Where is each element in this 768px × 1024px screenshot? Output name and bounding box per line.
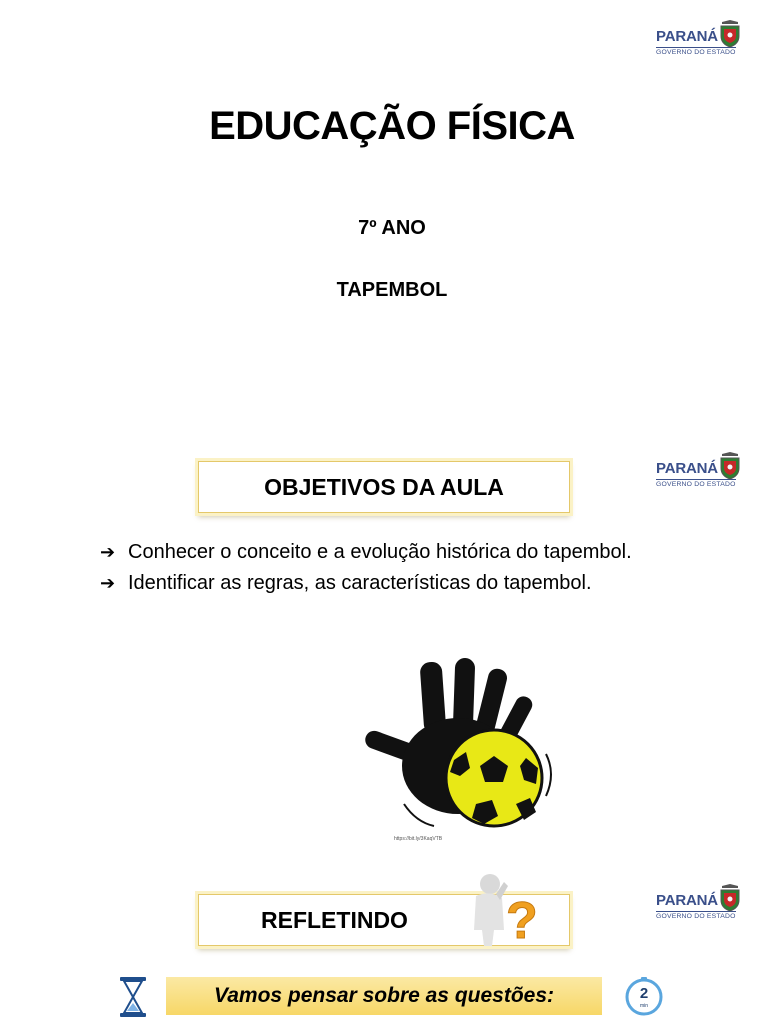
logo-wordmark: PARANÁ	[656, 28, 718, 45]
list-item	[100, 569, 678, 598]
logo-subtitle: GOVERNO DO ESTADO	[656, 49, 736, 56]
parana-logo	[656, 452, 748, 492]
parana-logo	[656, 884, 748, 924]
page-title: EDUCAÇÃO FÍSICA	[209, 104, 575, 148]
timer-badge	[624, 976, 664, 1016]
objective-text: Identificar as regras, as características do tapembol.	[128, 572, 592, 594]
hand-and-ball-illustration	[356, 654, 566, 834]
coat-of-arms-icon	[718, 884, 742, 912]
hourglass-icon	[118, 976, 148, 1018]
list-item	[100, 538, 678, 567]
objectives-slide	[0, 430, 768, 860]
grade-label: 7º ANO	[358, 217, 426, 239]
title-slide	[0, 0, 768, 430]
coat-of-arms-icon	[718, 20, 742, 48]
objectives-banner: OBJETIVOS DA AULA	[198, 461, 570, 513]
arrow-right-icon: ➔	[100, 542, 116, 562]
reflection-slide	[0, 860, 768, 1024]
topic-label: TAPEMBOL	[336, 279, 448, 301]
question-prompt-bar: Vamos pensar sobre as questões:	[166, 977, 602, 1015]
logo-subtitle: GOVERNO DO ESTADO	[656, 481, 736, 488]
reflection-banner-label: REFLETINDO	[261, 906, 408, 933]
thinking-person-icon	[462, 870, 542, 948]
coat-of-arms-icon	[718, 452, 742, 480]
image-credit: https://bit.ly/3KaqVTB	[394, 836, 443, 842]
objectives-list	[100, 538, 678, 600]
parana-logo	[656, 20, 748, 60]
logo-wordmark: PARANÁ	[656, 892, 718, 909]
timer-value: 2	[639, 985, 649, 1002]
logo-subtitle: GOVERNO DO ESTADO	[656, 913, 736, 920]
arrow-right-icon: ➔	[100, 573, 116, 593]
logo-wordmark: PARANÁ	[656, 460, 718, 477]
svg-text:?: ?	[506, 892, 538, 948]
timer-unit: min	[639, 1003, 649, 1009]
objective-text: Conhecer o conceito e a evolução histórica do tapembol.	[128, 541, 632, 563]
